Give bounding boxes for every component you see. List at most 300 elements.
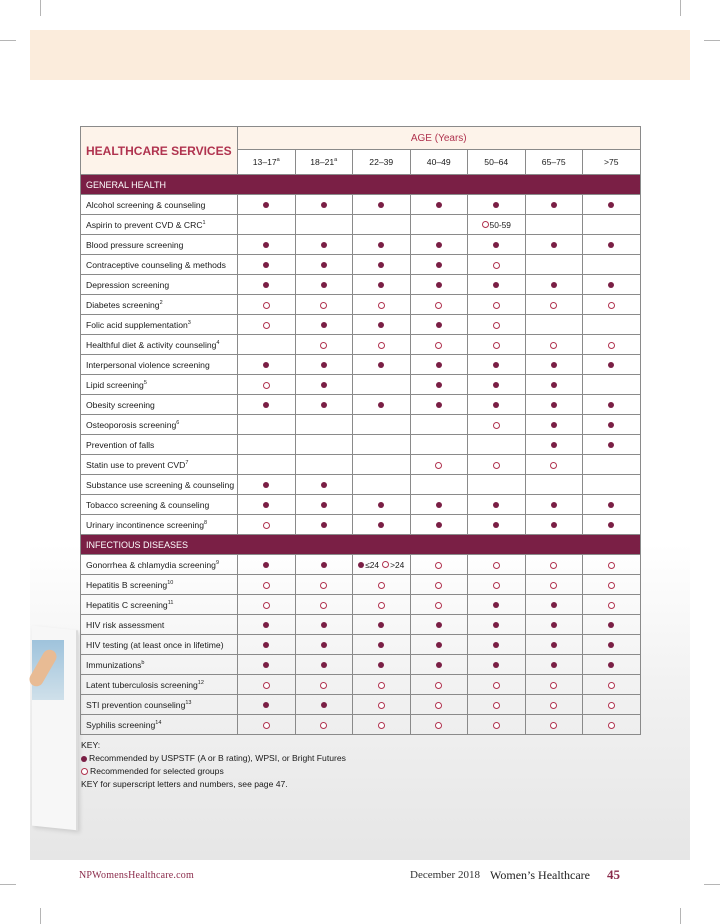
filled-dot-icon — [551, 642, 557, 648]
recommendation-cell — [238, 695, 296, 715]
age-column-label: 65–75 — [541, 157, 566, 167]
recommendation-cell — [525, 355, 583, 375]
filled-dot-icon — [263, 262, 269, 268]
service-label: Lipid screening — [86, 379, 144, 390]
recommendation-cell — [238, 655, 296, 675]
crop-mark — [0, 884, 16, 885]
recommendation-cell — [410, 235, 468, 255]
cell-note: 50-59 — [489, 219, 511, 230]
service-label: Hepatitis B screening — [86, 579, 168, 590]
filled-dot-icon — [493, 522, 499, 528]
filled-dot-icon — [493, 402, 499, 408]
recommendation-cell — [295, 295, 353, 315]
open-dot-icon — [493, 262, 500, 269]
recommendation-cell — [295, 515, 353, 535]
recommendation-cell — [295, 195, 353, 215]
table-row — [81, 715, 641, 735]
filled-dot-icon — [378, 322, 384, 328]
recommendation-cell — [583, 575, 641, 595]
recommendation-cell — [525, 495, 583, 515]
filled-dot-icon — [608, 242, 614, 248]
recommendation-cell — [525, 695, 583, 715]
recommendation-cell — [410, 555, 468, 575]
recommendation-cell — [468, 475, 526, 495]
filled-dot-icon — [263, 242, 269, 248]
service-name — [81, 635, 238, 655]
filled-dot-icon — [608, 622, 614, 628]
recommendation-cell — [353, 555, 411, 575]
recommendation-cell — [583, 195, 641, 215]
crop-mark — [40, 0, 41, 16]
filled-dot-icon — [493, 202, 499, 208]
service-label: Syphilis screening — [86, 719, 156, 730]
service-name — [81, 655, 238, 675]
recommendation-cell — [410, 475, 468, 495]
open-dot-icon — [550, 562, 557, 569]
open-dot-icon — [263, 602, 270, 609]
crop-mark — [40, 908, 41, 924]
filled-dot-icon — [321, 662, 327, 668]
recommendation-cell — [468, 635, 526, 655]
recommendation-cell — [583, 435, 641, 455]
table-row — [81, 655, 641, 675]
recommendation-cell — [295, 475, 353, 495]
recommendation-cell — [525, 595, 583, 615]
table-row — [81, 355, 641, 375]
filled-dot-icon — [81, 756, 87, 762]
service-footnote: 8 — [204, 519, 208, 526]
table-row — [81, 615, 641, 635]
service-label: Healthful diet & activity counseling — [86, 339, 217, 350]
recommendation-cell — [583, 315, 641, 335]
key-open-item — [81, 765, 346, 778]
filled-dot-icon — [321, 322, 327, 328]
recommendation-cell — [410, 455, 468, 475]
age-column-header — [468, 150, 526, 175]
service-footnote: 5 — [143, 379, 147, 386]
recommendation-cell — [238, 595, 296, 615]
recommendation-cell — [410, 715, 468, 735]
recommendation-cell — [468, 655, 526, 675]
filled-dot-icon — [321, 502, 327, 508]
page-number: 45 — [607, 867, 620, 882]
section-title: GENERAL HEALTH — [81, 175, 641, 195]
key-filled-item — [81, 752, 346, 765]
open-dot-icon — [263, 722, 270, 729]
open-dot-icon — [435, 602, 442, 609]
service-label: HIV risk assessment — [86, 619, 165, 630]
filled-dot-icon — [378, 522, 384, 528]
table-row — [81, 635, 641, 655]
recommendation-cell — [238, 615, 296, 635]
recommendation-cell — [468, 315, 526, 335]
open-dot-icon — [550, 722, 557, 729]
service-name — [81, 295, 238, 315]
filled-dot-icon — [263, 482, 269, 488]
recommendation-cell — [583, 395, 641, 415]
open-dot-icon — [435, 582, 442, 589]
recommendation-cell — [295, 215, 353, 235]
service-name — [81, 715, 238, 735]
recommendation-cell — [238, 435, 296, 455]
recommendation-cell — [525, 395, 583, 415]
table-row — [81, 235, 641, 255]
filled-dot-icon — [263, 662, 269, 668]
recommendation-cell — [295, 415, 353, 435]
service-name — [81, 315, 238, 335]
filled-dot-icon — [321, 642, 327, 648]
open-dot-icon — [263, 382, 270, 389]
crop-mark — [680, 0, 681, 16]
open-dot-icon — [493, 302, 500, 309]
open-dot-icon — [263, 522, 270, 529]
open-dot-icon — [320, 722, 327, 729]
key-open-text: Recommended for selected groups — [90, 766, 224, 776]
recommendation-cell — [583, 375, 641, 395]
recommendation-cell — [583, 635, 641, 655]
recommendation-cell — [238, 635, 296, 655]
filled-dot-icon — [378, 262, 384, 268]
open-dot-icon — [608, 682, 615, 689]
recommendation-cell — [353, 595, 411, 615]
filled-dot-icon — [321, 702, 327, 708]
open-dot-icon — [435, 702, 442, 709]
filled-dot-icon — [608, 362, 614, 368]
key-title: KEY: — [81, 740, 101, 750]
recommendation-cell — [238, 555, 296, 575]
recommendation-cell — [525, 655, 583, 675]
table-row — [81, 195, 641, 215]
table-row — [81, 675, 641, 695]
recommendation-cell — [238, 515, 296, 535]
recommendation-cell — [353, 715, 411, 735]
service-name — [81, 455, 238, 475]
recommendation-cell — [583, 295, 641, 315]
recommendation-cell — [410, 335, 468, 355]
filled-dot-icon — [551, 422, 557, 428]
age-column-label: 18–21 — [310, 157, 335, 167]
recommendation-cell — [525, 455, 583, 475]
filled-dot-icon — [263, 702, 269, 708]
open-dot-icon — [493, 582, 500, 589]
recommendation-cell — [583, 235, 641, 255]
table-row — [81, 315, 641, 335]
age-column-label: >75 — [603, 157, 619, 167]
recommendation-cell — [410, 375, 468, 395]
filled-dot-icon — [321, 622, 327, 628]
open-dot-icon — [320, 302, 327, 309]
open-dot-icon — [382, 561, 389, 568]
recommendation-cell — [295, 615, 353, 635]
filled-dot-icon — [551, 362, 557, 368]
service-label: Substance use screening & counseling — [86, 479, 235, 490]
table-row — [81, 695, 641, 715]
recommendation-cell — [525, 375, 583, 395]
service-name — [81, 595, 238, 615]
filled-dot-icon — [493, 622, 499, 628]
service-footnote: 12 — [197, 679, 204, 686]
recommendation-cell — [295, 235, 353, 255]
recommendation-cell — [525, 235, 583, 255]
service-name — [81, 675, 238, 695]
recommendation-cell — [583, 555, 641, 575]
filled-dot-icon — [608, 422, 614, 428]
open-dot-icon — [378, 702, 385, 709]
recommendation-cell — [525, 515, 583, 535]
healthcare-services-table — [80, 126, 641, 735]
recommendation-cell — [238, 195, 296, 215]
recommendation-cell — [410, 195, 468, 215]
service-label: Prevention of falls — [86, 439, 155, 450]
recommendation-cell — [295, 275, 353, 295]
recommendation-cell — [410, 295, 468, 315]
recommendation-cell — [410, 595, 468, 615]
recommendation-cell — [353, 235, 411, 255]
service-name — [81, 475, 238, 495]
filled-dot-icon — [321, 202, 327, 208]
age-column-header — [238, 150, 296, 175]
cell-note: >24 — [390, 559, 405, 570]
service-label: Gonorrhea & chlamydia screening — [86, 559, 216, 570]
key-filled-text: Recommended by USPSTF (A or B rating), WPSI, or Bright Futures — [89, 753, 346, 763]
open-dot-icon — [320, 602, 327, 609]
age-column-label: 13–17 — [252, 157, 277, 167]
recommendation-cell — [525, 255, 583, 275]
recommendation-cell — [410, 415, 468, 435]
recommendation-cell — [353, 255, 411, 275]
age-column-header — [295, 150, 353, 175]
filled-dot-icon — [436, 362, 442, 368]
recommendation-cell — [583, 335, 641, 355]
recommendation-cell — [468, 355, 526, 375]
recommendation-cell — [583, 495, 641, 515]
filled-dot-icon — [378, 622, 384, 628]
filled-dot-icon — [436, 382, 442, 388]
open-dot-icon — [608, 722, 615, 729]
recommendation-cell — [583, 715, 641, 735]
table-row — [81, 435, 641, 455]
age-column-header — [525, 150, 583, 175]
filled-dot-icon — [263, 202, 269, 208]
open-dot-icon — [493, 562, 500, 569]
age-column-footnote: a — [334, 157, 338, 164]
table-row — [81, 275, 641, 295]
filled-dot-icon — [263, 362, 269, 368]
filled-dot-icon — [378, 362, 384, 368]
recommendation-cell — [410, 355, 468, 375]
table-row — [81, 415, 641, 435]
recommendation-cell — [353, 455, 411, 475]
recommendation-cell — [295, 695, 353, 715]
footer-publication: Women’s Healthcare — [490, 868, 590, 882]
filled-dot-icon — [321, 282, 327, 288]
recommendation-cell — [295, 555, 353, 575]
recommendation-cell — [238, 295, 296, 315]
crop-mark — [704, 40, 720, 41]
filled-dot-icon — [493, 242, 499, 248]
recommendation-cell — [468, 415, 526, 435]
recommendation-cell — [525, 575, 583, 595]
open-dot-icon — [435, 302, 442, 309]
service-name — [81, 555, 238, 575]
recommendation-cell — [525, 335, 583, 355]
recommendation-cell — [295, 495, 353, 515]
filled-dot-icon — [436, 622, 442, 628]
service-label: Blood pressure screening — [86, 239, 184, 250]
recommendation-cell — [468, 215, 526, 235]
recommendation-cell — [238, 395, 296, 415]
footer-website-link[interactable]: NPWomensHealthcare.com — [79, 870, 194, 881]
recommendation-cell — [353, 335, 411, 355]
recommendation-cell — [295, 435, 353, 455]
recommendation-cell — [525, 555, 583, 575]
recommendation-cell — [468, 675, 526, 695]
recommendation-cell — [295, 595, 353, 615]
service-name — [81, 335, 238, 355]
table-row — [81, 555, 641, 575]
table-row — [81, 335, 641, 355]
age-column-header — [583, 150, 641, 175]
recommendation-cell — [410, 395, 468, 415]
recommendation-cell — [353, 655, 411, 675]
filled-dot-icon — [436, 242, 442, 248]
service-label: Contraceptive counseling & methods — [86, 259, 226, 270]
service-footnote: b — [141, 659, 145, 666]
recommendation-cell — [353, 375, 411, 395]
recommendation-cell — [295, 255, 353, 275]
recommendation-cell — [410, 675, 468, 695]
filled-dot-icon — [608, 522, 614, 528]
recommendation-cell — [295, 675, 353, 695]
open-dot-icon — [608, 602, 615, 609]
recommendation-cell — [353, 315, 411, 335]
recommendation-cell — [295, 655, 353, 675]
table-row — [81, 595, 641, 615]
recommendation-cell — [525, 475, 583, 495]
service-name — [81, 235, 238, 255]
filled-dot-icon — [551, 522, 557, 528]
filled-dot-icon — [551, 662, 557, 668]
filled-dot-icon — [378, 242, 384, 248]
filled-dot-icon — [263, 562, 269, 568]
recommendation-cell — [583, 275, 641, 295]
table-row — [81, 295, 641, 315]
recommendation-cell — [295, 635, 353, 655]
recommendation-cell — [238, 275, 296, 295]
filled-dot-icon — [551, 202, 557, 208]
service-footnote: 4 — [216, 339, 220, 346]
recommendation-cell — [353, 515, 411, 535]
recommendation-cell — [583, 595, 641, 615]
filled-dot-icon — [436, 202, 442, 208]
recommendation-cell — [353, 615, 411, 635]
open-dot-icon — [608, 302, 615, 309]
recommendation-cell — [238, 335, 296, 355]
open-dot-icon — [493, 722, 500, 729]
filled-dot-icon — [378, 282, 384, 288]
filled-dot-icon — [493, 382, 499, 388]
filled-dot-icon — [551, 242, 557, 248]
filled-dot-icon — [493, 502, 499, 508]
table-row — [81, 575, 641, 595]
recommendation-cell — [525, 715, 583, 735]
filled-dot-icon — [436, 662, 442, 668]
recommendation-cell — [353, 635, 411, 655]
recommendation-cell — [583, 415, 641, 435]
filled-dot-icon — [263, 282, 269, 288]
filled-dot-icon — [321, 562, 327, 568]
service-footnote: 6 — [176, 419, 180, 426]
filled-dot-icon — [321, 522, 327, 528]
recommendation-cell — [525, 295, 583, 315]
recommendation-cell — [238, 675, 296, 695]
open-dot-icon — [550, 462, 557, 469]
recommendation-cell — [525, 435, 583, 455]
open-dot-icon — [263, 302, 270, 309]
recommendation-cell — [238, 495, 296, 515]
service-name — [81, 195, 238, 215]
service-label: Folic acid supplementation — [86, 319, 188, 330]
recommendation-cell — [468, 455, 526, 475]
recommendation-cell — [583, 695, 641, 715]
recommendation-cell — [238, 455, 296, 475]
open-dot-icon — [81, 768, 88, 775]
open-dot-icon — [263, 322, 270, 329]
filled-dot-icon — [608, 202, 614, 208]
recommendation-cell — [295, 575, 353, 595]
filled-dot-icon — [551, 502, 557, 508]
service-label: Osteoporosis screening — [86, 419, 177, 430]
recommendation-cell — [410, 635, 468, 655]
recommendation-cell — [295, 715, 353, 735]
recommendation-cell — [410, 695, 468, 715]
service-footnote: 7 — [185, 459, 189, 466]
filled-dot-icon — [378, 662, 384, 668]
open-dot-icon — [493, 682, 500, 689]
recommendation-cell — [238, 355, 296, 375]
open-dot-icon — [378, 682, 385, 689]
recommendation-cell — [525, 215, 583, 235]
recommendation-cell — [468, 695, 526, 715]
filled-dot-icon — [378, 402, 384, 408]
recommendation-cell — [410, 615, 468, 635]
recommendation-cell — [238, 215, 296, 235]
recommendation-cell — [525, 635, 583, 655]
service-footnote: 10 — [167, 579, 174, 586]
age-column-label: 40–49 — [426, 157, 451, 167]
table-row — [81, 395, 641, 415]
recommendation-cell — [238, 715, 296, 735]
recommendation-cell — [295, 455, 353, 475]
service-label: HIV testing (at least once in lifetime) — [86, 639, 224, 650]
table-row — [81, 455, 641, 475]
recommendation-cell — [583, 475, 641, 495]
filled-dot-icon — [608, 662, 614, 668]
service-name — [81, 255, 238, 275]
filled-dot-icon — [321, 402, 327, 408]
age-column-header — [410, 150, 468, 175]
service-label: STI prevention counseling — [86, 699, 186, 710]
recommendation-cell — [238, 415, 296, 435]
filled-dot-icon — [551, 622, 557, 628]
recommendation-cell — [295, 355, 353, 375]
service-name — [81, 695, 238, 715]
open-dot-icon — [378, 602, 385, 609]
crop-mark — [680, 908, 681, 924]
table-row — [81, 255, 641, 275]
open-dot-icon — [435, 682, 442, 689]
recommendation-cell — [468, 235, 526, 255]
